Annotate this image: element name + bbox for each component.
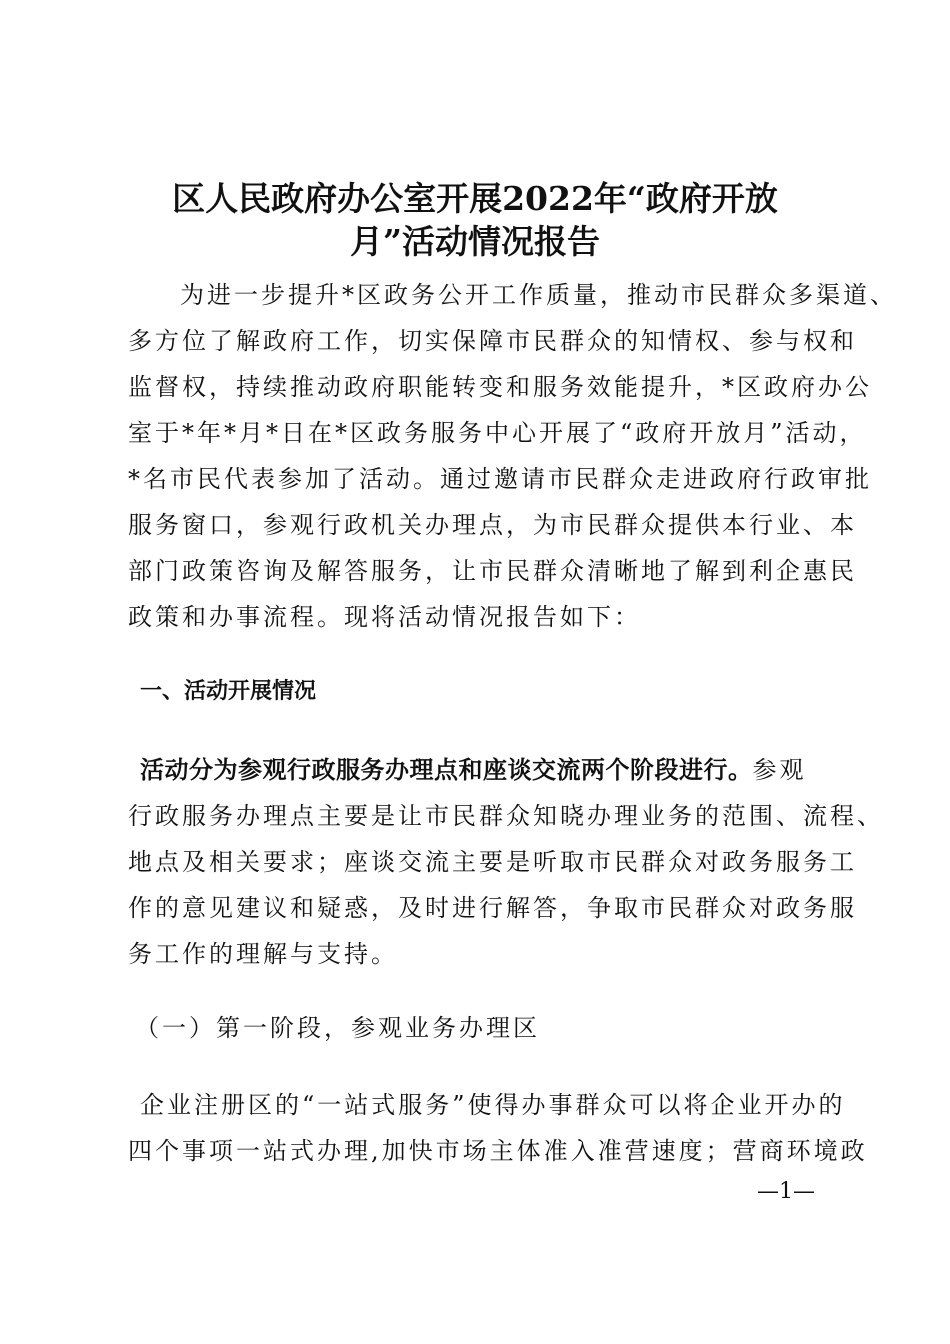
document-title-line-1: 区人民政府办公室开展2022年“政府开放 [172, 179, 778, 218]
section-heading: 一、活动开展情况 [140, 679, 317, 704]
section-paragraph-line: 务工作的理解与支持。 [128, 940, 398, 968]
subsection-paragraph-line: 四个事项一站式办理,加快市场主体准入准营速度；营商环境政 [128, 1137, 868, 1165]
intro-paragraph-line: 政策和办事流程。现将活动情况报告如下： [128, 603, 641, 631]
intro-paragraph-line: 监督权，持续推动政府职能转变和服务效能提升，*区政府办公 [128, 373, 872, 401]
intro-paragraph-line: *名市民代表参加了活动。通过邀请市民群众走进政府行政审批 [128, 465, 872, 493]
subsection-heading: （一）第一阶段，参观业务办理区 [135, 1014, 540, 1042]
section-lead-line [140, 758, 807, 782]
section-paragraph-line: 行政服务办理点主要是让市民群众知晓办理业务的范围、流程、 [128, 802, 884, 830]
intro-paragraph-line: 服务窗口，参观行政机关办理点，为市民群众提供本行业、本 [128, 511, 857, 539]
subsection-paragraph-line: 企业注册区的“一站式服务”使得办事群众可以将企业开办的 [140, 1091, 846, 1119]
section-paragraph-line: 地点及相关要求；座谈交流主要是听取市民群众对政务服务工 [128, 848, 857, 876]
intro-paragraph-line: 室于*年*月*日在*区政务服务中心开展了“政府开放月”活动， [128, 419, 867, 447]
intro-paragraph-line: 为进一步提升*区政务公开工作质量，推动市民群众多渠道、 [180, 281, 897, 309]
section-lead-rest: 参观 [752, 756, 807, 784]
document-title-line-2: 月”活动情况报告 [350, 222, 600, 261]
intro-paragraph-line: 部门政策咨询及解答服务，让市民群众清晰地了解到利企惠民 [128, 557, 857, 585]
section-paragraph-line: 作的意见建议和疑惑，及时进行解答，争取市民群众对政务服 [128, 894, 857, 922]
page-number: —1— [757, 1179, 815, 1204]
intro-paragraph-line: 多方位了解政府工作，切实保障市民群众的知情权、参与权和 [128, 327, 857, 355]
section-lead-bold: 活动分为参观行政服务办理点和座谈交流两个阶段进行。 [140, 756, 753, 784]
